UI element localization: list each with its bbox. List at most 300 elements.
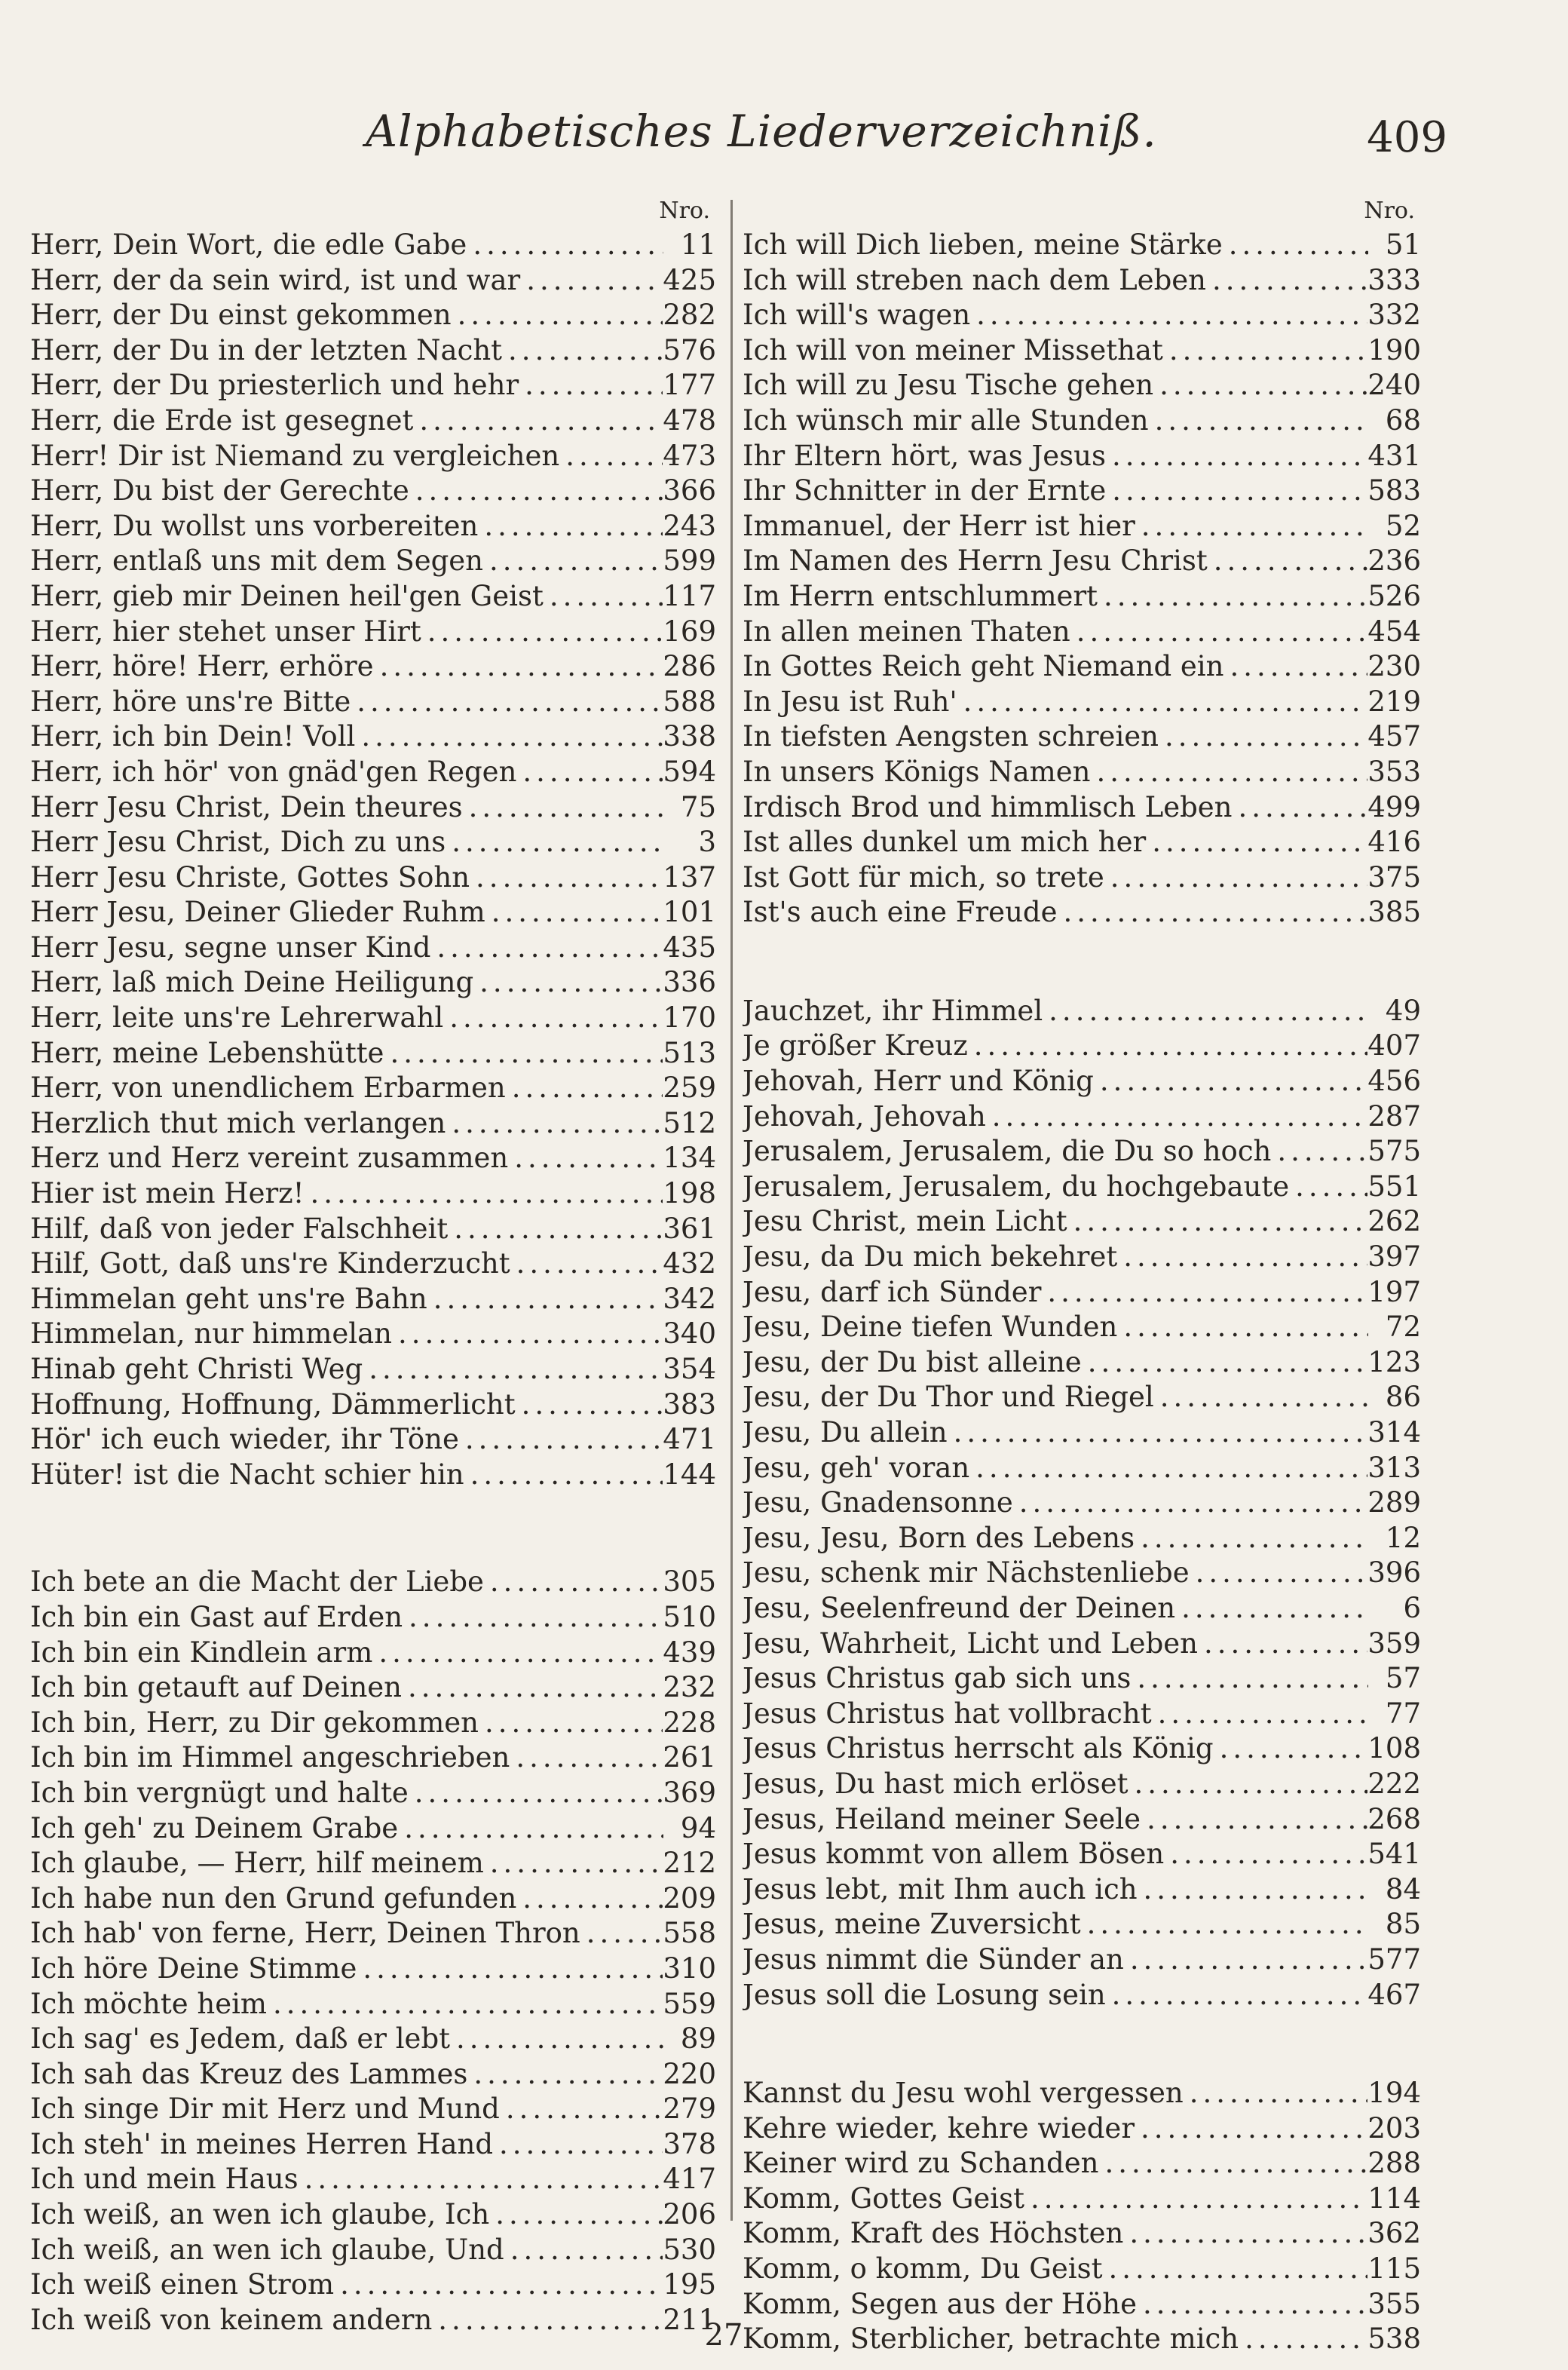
hymn-title: Herr, der Du einst gekommen xyxy=(30,299,452,332)
dot-leader xyxy=(1159,719,1367,755)
index-entry xyxy=(743,685,1421,720)
index-entry xyxy=(30,1916,716,1951)
hymn-title: Ich will zu Jesu Tische gehen xyxy=(743,369,1154,402)
dot-leader xyxy=(267,1987,663,2022)
index-entry xyxy=(743,1099,1421,1135)
dot-leader xyxy=(443,1001,663,1036)
index-entry xyxy=(743,719,1421,755)
index-entry xyxy=(743,1872,1421,1908)
hymn-number: 198 xyxy=(663,1177,716,1210)
hymn-title: Hilf, daß von jeder Falschheit xyxy=(30,1212,449,1245)
dot-leader xyxy=(969,1451,1367,1486)
index-entry xyxy=(30,2303,716,2338)
index-entry xyxy=(30,2197,716,2233)
hymn-number: 541 xyxy=(1367,1838,1421,1871)
dot-leader xyxy=(957,685,1368,720)
hymn-title: Ich weiß einen Strom xyxy=(30,2268,335,2301)
hymn-number: 268 xyxy=(1367,1802,1421,1835)
hymn-title: Herr, höre! Herr, erhöre xyxy=(30,650,374,683)
hymn-number: 407 xyxy=(1367,1029,1421,1062)
hymn-title: Ich bin, Herr, zu Dir gekommen xyxy=(30,1706,479,1739)
hymn-title: Ihr Eltern hört, was Jesus xyxy=(743,439,1106,472)
column-heading-nro: Nro. xyxy=(659,198,710,224)
hymn-title: Ich will Dich lieben, meine Stärke xyxy=(743,228,1223,261)
hymn-number: 431 xyxy=(1367,439,1421,472)
hymn-title: Ich singe Dir mit Herz und Mund xyxy=(30,2093,500,2126)
index-entry xyxy=(743,2252,1421,2287)
dot-leader xyxy=(508,1141,663,1176)
index-entry xyxy=(30,1422,716,1458)
hymn-number: 499 xyxy=(1367,790,1421,823)
index-entry xyxy=(743,615,1421,650)
dot-leader xyxy=(334,2267,663,2303)
index-entry xyxy=(743,298,1421,333)
hymn-title: Jesus, meine Zuversicht xyxy=(743,1908,1081,1941)
dot-leader xyxy=(1153,368,1367,403)
group-spacer xyxy=(743,2013,1421,2076)
dot-leader xyxy=(559,439,663,474)
hymn-title: Im Namen des Herrn Jesu Christ xyxy=(743,544,1208,578)
hymn-title: Jehovah, Herr und König xyxy=(743,1065,1094,1098)
hymn-title: Ich wünsch mir alle Stunden xyxy=(743,403,1149,437)
index-entry xyxy=(743,649,1421,685)
hymn-title: Ich glaube, — Herr, hilf meinem xyxy=(30,1847,484,1880)
hymn-title: Herz und Herz vereint zusammen xyxy=(30,1142,509,1175)
hymn-title: Ich bin getauft auf Deinen xyxy=(30,1671,402,1704)
dot-leader xyxy=(1164,1837,1367,1872)
hymn-number: 512 xyxy=(663,1106,716,1139)
index-entry xyxy=(30,2057,716,2093)
dot-leader xyxy=(1070,615,1368,650)
hymn-number: 228 xyxy=(663,1706,716,1739)
hymn-title: Jesus lebt, mit Ihm auch ich xyxy=(743,1872,1138,1906)
dot-leader xyxy=(1198,1627,1367,1662)
hymn-number: 57 xyxy=(1385,1662,1421,1695)
dot-leader xyxy=(1067,1204,1368,1240)
dot-leader xyxy=(1024,2181,1367,2217)
hymn-number: 211 xyxy=(663,2303,716,2336)
hymn-title: Ich steh' in meines Herren Hand xyxy=(30,2127,494,2160)
hymn-number: 85 xyxy=(1385,1908,1421,1941)
dot-leader xyxy=(392,1317,663,1352)
index-entry xyxy=(743,825,1421,860)
hymn-title: Je größer Kreuz xyxy=(743,1029,968,1062)
dot-leader xyxy=(1138,1872,1368,1908)
hymn-number: 49 xyxy=(1385,994,1421,1027)
index-entry xyxy=(30,1036,716,1072)
hymn-number: 261 xyxy=(663,1741,716,1774)
dot-leader xyxy=(357,1951,663,1987)
hymn-title: Herr, meine Lebenshütte xyxy=(30,1036,384,1069)
hymn-number: 576 xyxy=(663,333,716,366)
hymn-number: 425 xyxy=(663,263,716,296)
hymn-title: Jesus Christus gab sich uns xyxy=(743,1662,1132,1695)
dot-leader xyxy=(1106,474,1367,509)
index-entry xyxy=(743,333,1421,369)
signature-mark: 27 xyxy=(704,2318,743,2353)
hymn-number: 52 xyxy=(1385,509,1421,542)
hymn-title: Ich möchte heim xyxy=(30,1987,268,2020)
hymn-number: 114 xyxy=(1367,2181,1421,2215)
hymn-title: Ich bin im Himmel angeschrieben xyxy=(30,1741,510,1774)
hymn-number: 362 xyxy=(1367,2217,1421,2250)
hymn-title: Ich bete an die Macht der Liebe xyxy=(30,1565,484,1599)
index-entry xyxy=(743,2181,1421,2217)
dot-leader xyxy=(510,1740,663,1776)
index-entry xyxy=(743,1310,1421,1345)
dot-leader xyxy=(478,509,663,544)
hymn-number: 383 xyxy=(663,1387,716,1421)
hymn-title: Herr Jesu Christe, Gottes Sohn xyxy=(30,860,470,894)
dot-leader xyxy=(467,228,663,263)
hymn-number: 314 xyxy=(1367,1416,1421,1449)
hymn-title: Ich bin vergnügt und halte xyxy=(30,1776,409,1809)
dot-leader xyxy=(430,931,663,966)
dot-leader xyxy=(467,2057,663,2093)
hymn-title: In Jesu ist Ruh' xyxy=(743,685,957,718)
index-entry xyxy=(30,403,716,439)
dot-leader xyxy=(402,1670,663,1706)
hymn-title: Herr, gieb mir Deinen heil'gen Geist xyxy=(30,579,544,612)
dot-leader xyxy=(398,1811,663,1847)
index-entry xyxy=(30,1846,716,1881)
index-entry xyxy=(30,685,716,720)
dot-leader xyxy=(1090,755,1367,790)
dot-leader xyxy=(1137,2287,1367,2322)
index-entry xyxy=(30,719,716,755)
dot-leader xyxy=(1082,1345,1368,1381)
hymn-number: 313 xyxy=(1367,1451,1421,1484)
index-entry xyxy=(30,1776,716,1811)
hymn-number: 385 xyxy=(1367,896,1421,929)
dot-leader xyxy=(1043,994,1368,1029)
hymn-title: Herr, entlaß uns mit dem Segen xyxy=(30,544,483,578)
index-entry xyxy=(743,1029,1421,1064)
hymn-number: 375 xyxy=(1367,860,1421,894)
index-entry xyxy=(743,2216,1421,2252)
index-entry xyxy=(743,368,1421,403)
hymn-number: 286 xyxy=(663,650,716,683)
hymn-title: Herr, höre uns're Bitte xyxy=(30,685,351,718)
hymn-number: 282 xyxy=(663,299,716,332)
hymn-number: 338 xyxy=(663,720,716,753)
hymn-title: In tiefsten Aengsten schreien xyxy=(743,720,1159,753)
hymn-title: Herr, die Erde ist gesegnet xyxy=(30,403,414,437)
hymn-title: Jauchzet, ihr Himmel xyxy=(743,994,1043,1027)
hymn-number: 101 xyxy=(663,896,716,929)
hymn-title: Ich will von meiner Missethat xyxy=(743,333,1163,366)
index-entry xyxy=(30,1317,716,1352)
index-entry xyxy=(30,1352,716,1387)
hymn-title: Herr, leite uns're Lehrerwahl xyxy=(30,1001,444,1035)
hymn-title: Hier ist mein Herz! xyxy=(30,1177,305,1210)
index-entry xyxy=(30,1071,716,1106)
hymn-number: 417 xyxy=(663,2163,716,2196)
hymn-number: 230 xyxy=(1367,650,1421,683)
hymn-number: 583 xyxy=(1367,474,1421,507)
dot-leader xyxy=(489,2197,663,2233)
hymn-number: 232 xyxy=(663,1671,716,1704)
index-entry xyxy=(743,1380,1421,1415)
dot-leader xyxy=(519,368,663,403)
hymn-title: Herr, ich bin Dein! Voll xyxy=(30,720,356,753)
index-entry xyxy=(743,895,1421,931)
hymn-number: 432 xyxy=(663,1247,716,1280)
hymn-title: Ist Gott für mich, so trete xyxy=(743,860,1104,894)
hymn-number: 209 xyxy=(663,1881,716,1915)
hymn-title: Jesu, Wahrheit, Licht und Leben xyxy=(743,1627,1198,1660)
index-entry xyxy=(30,860,716,896)
hymn-number: 369 xyxy=(663,1776,716,1809)
index-entry xyxy=(743,1978,1421,2013)
hymn-number: 594 xyxy=(663,755,716,788)
dot-leader xyxy=(516,1881,663,1917)
hymn-title: Jesus nimmt die Sünder an xyxy=(743,1942,1124,1976)
entry-group-h xyxy=(30,228,716,1492)
hymn-number: 366 xyxy=(663,474,716,507)
hymn-number: 416 xyxy=(1367,826,1421,859)
dot-leader xyxy=(464,1458,663,1493)
hymn-number: 333 xyxy=(1367,263,1421,296)
hymn-title: Ich bin ein Gast auf Erden xyxy=(30,1600,403,1633)
hymn-number: 134 xyxy=(663,1142,716,1175)
index-entry xyxy=(30,2267,716,2303)
hymn-number: 599 xyxy=(663,544,716,578)
entry-group-ich xyxy=(30,1565,716,2338)
hymn-title: Hilf, Gott, daß uns're Kinderzucht xyxy=(30,1247,510,1280)
dot-leader xyxy=(473,965,663,1001)
dot-leader xyxy=(1208,544,1368,579)
group-spacer xyxy=(743,931,1421,994)
dot-leader xyxy=(484,1565,663,1600)
hymn-title: Komm, Gottes Geist xyxy=(743,2181,1024,2215)
hymn-title: Kannst du Jesu wohl vergessen xyxy=(743,2077,1184,2110)
dot-leader xyxy=(1041,1275,1367,1311)
hymn-number: 206 xyxy=(663,2198,716,2231)
hymn-title: Herr Jesu Christ, Dich zu uns xyxy=(30,826,446,859)
index-entry xyxy=(743,1731,1421,1767)
hymn-title: Hüter! ist die Nacht schier hin xyxy=(30,1458,464,1491)
index-entry xyxy=(30,1600,716,1636)
hymn-title: Ich höre Deine Stimme xyxy=(30,1951,357,1985)
hymn-title: In allen meinen Thaten xyxy=(743,615,1070,648)
hymn-number: 575 xyxy=(1367,1135,1421,1168)
hymn-number: 332 xyxy=(1367,299,1421,332)
hymn-title: Ich habe nun den Grund gefunden xyxy=(30,1881,517,1915)
hymn-number: 551 xyxy=(1367,1170,1421,1203)
hymn-title: Herr, der Du priesterlich und hehr xyxy=(30,369,519,402)
dot-leader xyxy=(483,544,663,579)
index-entry xyxy=(30,1001,716,1036)
hymn-number: 439 xyxy=(663,1636,716,1669)
index-entry xyxy=(30,965,716,1001)
index-entry xyxy=(743,994,1421,1029)
dot-leader xyxy=(413,403,663,439)
hymn-title: Jesu, geh' voran xyxy=(743,1451,970,1484)
index-entry xyxy=(30,1106,716,1142)
dot-leader xyxy=(510,1246,663,1282)
index-entry xyxy=(743,1240,1421,1275)
hymn-number: 359 xyxy=(1367,1627,1421,1660)
index-entry xyxy=(30,579,716,615)
index-entry xyxy=(743,1415,1421,1451)
hymn-title: Jehovah, Jehovah xyxy=(743,1099,986,1133)
index-entry xyxy=(743,1661,1421,1697)
hymn-title: Jesu, Jesu, Born des Lebens xyxy=(743,1521,1135,1554)
index-entry xyxy=(743,1907,1421,1942)
index-entry xyxy=(743,474,1421,509)
entry-group-k xyxy=(743,2076,1421,2357)
dot-leader xyxy=(372,1636,663,1671)
dot-leader xyxy=(1163,333,1368,369)
hymn-number: 336 xyxy=(663,966,716,999)
hymn-number: 456 xyxy=(1367,1065,1421,1098)
hymn-number: 342 xyxy=(663,1282,716,1315)
index-entry xyxy=(743,403,1421,439)
hymn-title: Jesu, Seelenfreund der Deinen xyxy=(743,1591,1176,1624)
index-entry xyxy=(30,474,716,509)
index-entry xyxy=(743,1064,1421,1099)
hymn-title: Jesu, Deine tiefen Wunden xyxy=(743,1311,1118,1344)
index-entry xyxy=(30,1740,716,1776)
hymn-number: 559 xyxy=(663,1987,716,2020)
index-entry xyxy=(30,1811,716,1847)
index-entry xyxy=(30,649,716,685)
entry-group-j xyxy=(743,994,1421,2013)
hymn-number: 287 xyxy=(1367,1099,1421,1133)
index-entry xyxy=(30,228,716,263)
hymn-title: Herr, hier stehet unser Hirt xyxy=(30,615,421,648)
hymn-title: Herr Jesu, Deiner Glieder Ruhm xyxy=(30,896,485,929)
hymn-title: Ich weiß, an wen ich glaube, Und xyxy=(30,2233,504,2266)
index-entry xyxy=(30,263,716,299)
hymn-number: 89 xyxy=(680,2022,716,2056)
hymn-number: 530 xyxy=(663,2233,716,2266)
hymn-title: Ich weiß von keinem andern xyxy=(30,2303,433,2336)
dot-leader xyxy=(1223,649,1367,685)
hymn-number: 454 xyxy=(1367,615,1421,648)
index-entry xyxy=(743,2287,1421,2322)
hymn-number: 435 xyxy=(663,931,716,964)
hymn-number: 355 xyxy=(1367,2287,1421,2320)
dot-leader xyxy=(1149,403,1368,439)
dot-leader xyxy=(463,790,663,826)
hymn-title: In Gottes Reich geht Niemand ein xyxy=(743,650,1224,683)
hymn-title: Komm, Segen aus der Höhe xyxy=(743,2287,1137,2320)
hymn-title: Herr! Dir ist Niemand zu vergleichen xyxy=(30,439,560,472)
dot-leader xyxy=(1190,1556,1368,1591)
hymn-number: 108 xyxy=(1367,1732,1421,1765)
hymn-number: 11 xyxy=(680,228,716,261)
hymn-number: 236 xyxy=(1367,544,1421,578)
index-entry xyxy=(743,755,1421,790)
index-entry xyxy=(743,790,1421,826)
hymn-title: Ist's auch eine Freude xyxy=(743,896,1058,929)
hymn-title: Herr, Du bist der Gerechte xyxy=(30,474,409,507)
index-entry xyxy=(30,2162,716,2197)
dot-leader xyxy=(986,1099,1368,1135)
page-number: 409 xyxy=(1367,113,1447,162)
dot-leader xyxy=(448,1212,663,1247)
index-entry xyxy=(30,2092,716,2127)
hymn-number: 457 xyxy=(1367,720,1421,753)
index-entry xyxy=(30,2233,716,2268)
index-entry xyxy=(743,2322,1421,2357)
hymn-title: Herr Jesu, segne unser Kind xyxy=(30,931,431,964)
index-entry xyxy=(743,579,1421,615)
index-entry xyxy=(743,1627,1421,1662)
hymn-number: 195 xyxy=(663,2268,716,2301)
hymn-title: Ist alles dunkel um mich her xyxy=(743,826,1147,859)
dot-leader xyxy=(1081,1907,1368,1942)
hymn-title: Herr, Dein Wort, die edle Gabe xyxy=(30,228,467,261)
dot-leader xyxy=(504,2233,663,2268)
index-entry xyxy=(30,1951,716,1987)
entry-group-i xyxy=(743,228,1421,931)
hymn-title: Komm, o komm, Du Geist xyxy=(743,2252,1103,2286)
dot-leader xyxy=(1129,1767,1368,1802)
hymn-title: Jesus, Du hast mich erlöset xyxy=(743,1767,1129,1800)
hymn-title: Jesus kommt von allem Bösen xyxy=(743,1838,1165,1871)
hymn-number: 510 xyxy=(663,1600,716,1633)
hymn-number: 478 xyxy=(663,403,716,437)
index-entry xyxy=(30,895,716,931)
dot-leader xyxy=(479,1706,663,1741)
index-entry xyxy=(30,1212,716,1247)
hymn-number: 279 xyxy=(663,2093,716,2126)
dot-leader xyxy=(1098,2146,1367,2181)
hymn-number: 259 xyxy=(663,1072,716,1105)
hymn-title: Herr, der Du in der letzten Nacht xyxy=(30,333,503,366)
hymn-number: 190 xyxy=(1367,333,1421,366)
dot-leader xyxy=(1104,860,1368,896)
hymn-title: Herr, Du wollst uns vorbereiten xyxy=(30,509,479,542)
hymn-title: Ich weiß, an wen ich glaube, Ich xyxy=(30,2198,490,2231)
index-entry xyxy=(30,509,716,544)
dot-leader xyxy=(374,649,663,685)
hymn-title: Hoffnung, Hoffnung, Dämmerlicht xyxy=(30,1387,516,1421)
index-entry xyxy=(743,1275,1421,1311)
index-entry xyxy=(30,439,716,474)
dot-leader xyxy=(299,2162,663,2197)
index-entry xyxy=(30,931,716,966)
hymn-number: 86 xyxy=(1385,1381,1421,1414)
dot-leader xyxy=(1106,1978,1368,2013)
hymn-number: 289 xyxy=(1367,1486,1421,1519)
hymn-number: 240 xyxy=(1367,369,1421,402)
index-entry xyxy=(743,2146,1421,2181)
index-entry xyxy=(30,2022,716,2057)
index-entry xyxy=(30,1636,716,1671)
index-entry xyxy=(743,1556,1421,1591)
index-entry xyxy=(743,2076,1421,2111)
dot-leader xyxy=(1152,1697,1368,1732)
index-entry xyxy=(30,544,716,579)
index-entry xyxy=(30,825,716,860)
dot-leader xyxy=(363,1352,663,1387)
hymn-number: 288 xyxy=(1367,2147,1421,2180)
hymn-title: Ich hab' von ferne, Herr, Deinen Thron xyxy=(30,1917,580,1950)
hymn-title: Ich will's wagen xyxy=(743,299,971,332)
hymn-title: Herr Jesu Christ, Dein theures xyxy=(30,790,463,823)
dot-leader xyxy=(450,2022,663,2057)
hymn-title: Herzlich thut mich verlangen xyxy=(30,1106,446,1139)
dot-leader xyxy=(459,1422,663,1458)
dot-leader xyxy=(516,1387,663,1423)
hymn-number: 397 xyxy=(1367,1240,1421,1274)
hymn-number: 222 xyxy=(1367,1767,1421,1800)
hymn-number: 197 xyxy=(1367,1275,1421,1308)
